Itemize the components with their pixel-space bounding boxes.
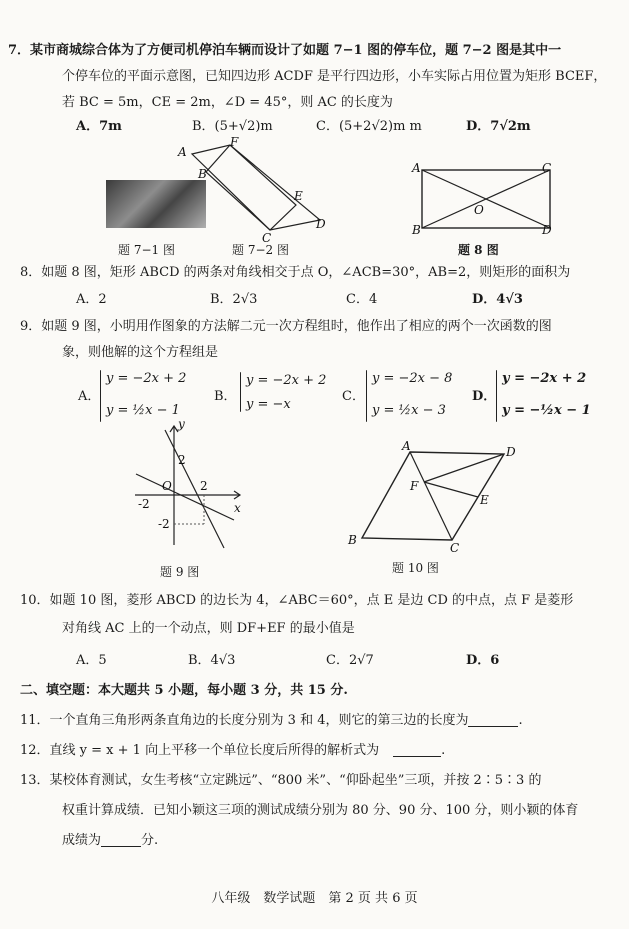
- rectangle-bcef: [206, 145, 296, 230]
- q11-end: .: [518, 713, 523, 728]
- tick-x-2: 2: [200, 479, 208, 493]
- caption-9: 题 9 图: [160, 565, 200, 579]
- q13-answer-blank: [101, 834, 141, 847]
- caption-7-1: 题 7−1 图: [118, 243, 175, 257]
- q9-line1: 9．如题 9 图，小明用作图象的方法解二元一次方程组时，他作出了相应的两个一次函数的图: [20, 319, 552, 334]
- label-d: D: [506, 445, 516, 459]
- label-b: B: [412, 223, 421, 237]
- q9-option-b-eq2: y = −x: [246, 397, 291, 412]
- figure-8: [412, 161, 562, 237]
- figure-9-graph: [130, 417, 250, 550]
- label-a: A: [412, 161, 421, 175]
- q8-line1: 8．如题 8 图，矩形 ABCD 的两条对角线相交于点 O，∠ACB=30°，AB=2，则矩形的面积为: [20, 265, 571, 280]
- q13-line3-text: 成绩为: [62, 833, 102, 848]
- label-c: C: [262, 231, 272, 245]
- q9-option-d-eq2: y = −½x − 1: [502, 403, 591, 418]
- q9-option-c-eq2: y = ½x − 3: [372, 403, 446, 418]
- label-b: B: [348, 533, 357, 547]
- q9-option-b-eq1: y = −2x + 2: [246, 373, 327, 388]
- q9-option-c-brace: [366, 370, 367, 422]
- q9-option-d-eq1: y = −2x + 2: [502, 371, 587, 386]
- q9-line2: 象，则他解的这个方程组是: [62, 345, 219, 360]
- label-e: E: [480, 493, 489, 507]
- label-y: y: [178, 417, 185, 431]
- q13-end: 分.: [141, 833, 159, 848]
- q12-text: 12．直线 y = x + 1 向上平移一个单位长度后所得的解析式为: [20, 743, 380, 758]
- q12-end: .: [441, 743, 446, 758]
- q10-option-a: A．5: [76, 653, 107, 668]
- q11: [20, 714, 523, 727]
- q11-answer-blank: [468, 714, 518, 727]
- q13-line1: 13．某校体育测试，女生考核“立定跳远”、“800 米”、“仰卧起坐”三项，并按 2∶5∶3 的: [20, 773, 542, 788]
- q7-option-d: D．7√2m: [466, 119, 531, 134]
- q10-option-c: C．2√7: [326, 653, 374, 668]
- q9-option-c-letter: C．: [342, 389, 365, 404]
- q7-option-a: A．7m: [76, 119, 122, 134]
- q9-option-a-eq2: y = ½x − 1: [106, 403, 180, 418]
- q13-line2: 权重计算成绩．已知小颖这三项的测试成绩分别为 80 分、90 分、100 分，则小颖的体育: [62, 803, 579, 818]
- q12: [20, 744, 445, 757]
- q9-option-a-brace: [100, 370, 101, 422]
- tick-y-neg2: -2: [158, 517, 170, 531]
- label-c: C: [542, 161, 552, 175]
- label-f: F: [230, 135, 239, 149]
- page-footer: 八年级 数学试题 第 2 页 共 6 页: [211, 891, 418, 906]
- label-o: O: [162, 479, 172, 493]
- q8-option-b: B．2√3: [210, 292, 258, 307]
- label-x: x: [234, 501, 241, 515]
- q9-option-b-brace: [240, 372, 241, 412]
- q11-text: 11．一个直角三角形两条直角边的长度分别为 3 和 4，则它的第三边的长度为: [20, 713, 469, 728]
- label-a: A: [178, 145, 187, 159]
- q9-option-c-eq1: y = −2x − 8: [372, 371, 453, 386]
- q12-answer-blank: [393, 744, 441, 757]
- q13-line3: [62, 834, 158, 847]
- tick-y-2: 2: [178, 453, 186, 467]
- caption-7-2: 题 7−2 图: [232, 243, 289, 257]
- q10-option-b: B．4√3: [188, 653, 236, 668]
- tick-x-neg2: -2: [138, 497, 150, 511]
- label-b: B: [198, 167, 207, 181]
- section-2-title: 二、填空题：本大题共 5 小题，每小题 3 分，共 15 分.: [20, 683, 348, 698]
- q8-option-d: D．4√3: [472, 292, 523, 307]
- q9-option-b-letter: B．: [214, 389, 237, 404]
- q9-option-d-letter: D．: [472, 389, 497, 404]
- q10-line1: 10．如题 10 图，菱形 ABCD 的边长为 4，∠ABC＝60°，点 E 是边 CD 的中点，点 F 是菱形: [20, 593, 574, 608]
- q10-option-d: D．6: [466, 653, 500, 668]
- q7-option-c: C．(5+2√2)m m: [316, 119, 422, 134]
- segment-fe: [424, 482, 478, 497]
- line-2: [136, 474, 234, 520]
- q9-option-a-letter: A．: [78, 389, 101, 404]
- caption-8: 题 8 图: [458, 243, 499, 257]
- label-o: O: [474, 203, 484, 217]
- q8-option-a: A．2: [76, 292, 107, 307]
- q9-option-d-brace: [496, 370, 497, 422]
- q9-option-a-eq1: y = −2x + 2: [106, 371, 187, 386]
- figure-10-rhombus: [340, 438, 540, 558]
- q10-line2: 对角线 AC 上的一个动点，则 DF+EF 的最小值是: [62, 621, 355, 636]
- q7-line3: 若 BC = 5m，CE = 2m，∠D = 45°，则 AC 的长度为: [62, 95, 393, 110]
- q7-line1: 7．某市商城综合体为了方便司机停泊车辆而设计了如题 7−1 图的停车位，题 7−2 图是其中一: [8, 43, 562, 58]
- label-d: D: [316, 217, 326, 231]
- label-d: D: [542, 223, 552, 237]
- label-e: E: [294, 189, 303, 203]
- q7-option-b: B．(5+√2)m: [192, 119, 273, 134]
- diagonal-ac: [410, 452, 452, 540]
- label-a: A: [402, 439, 411, 453]
- q7-line2: 个停车位的平面示意图，已知四边形 ACDF 是平行四边形，小车实际占用位置为矩形 BCEF，: [62, 69, 607, 84]
- label-f: F: [410, 479, 419, 493]
- q8-option-c: C．4: [346, 292, 378, 307]
- label-c: C: [450, 541, 460, 555]
- caption-10: 题 10 图: [392, 561, 439, 575]
- figure-7-2: [170, 135, 340, 245]
- segment-df: [424, 454, 504, 482]
